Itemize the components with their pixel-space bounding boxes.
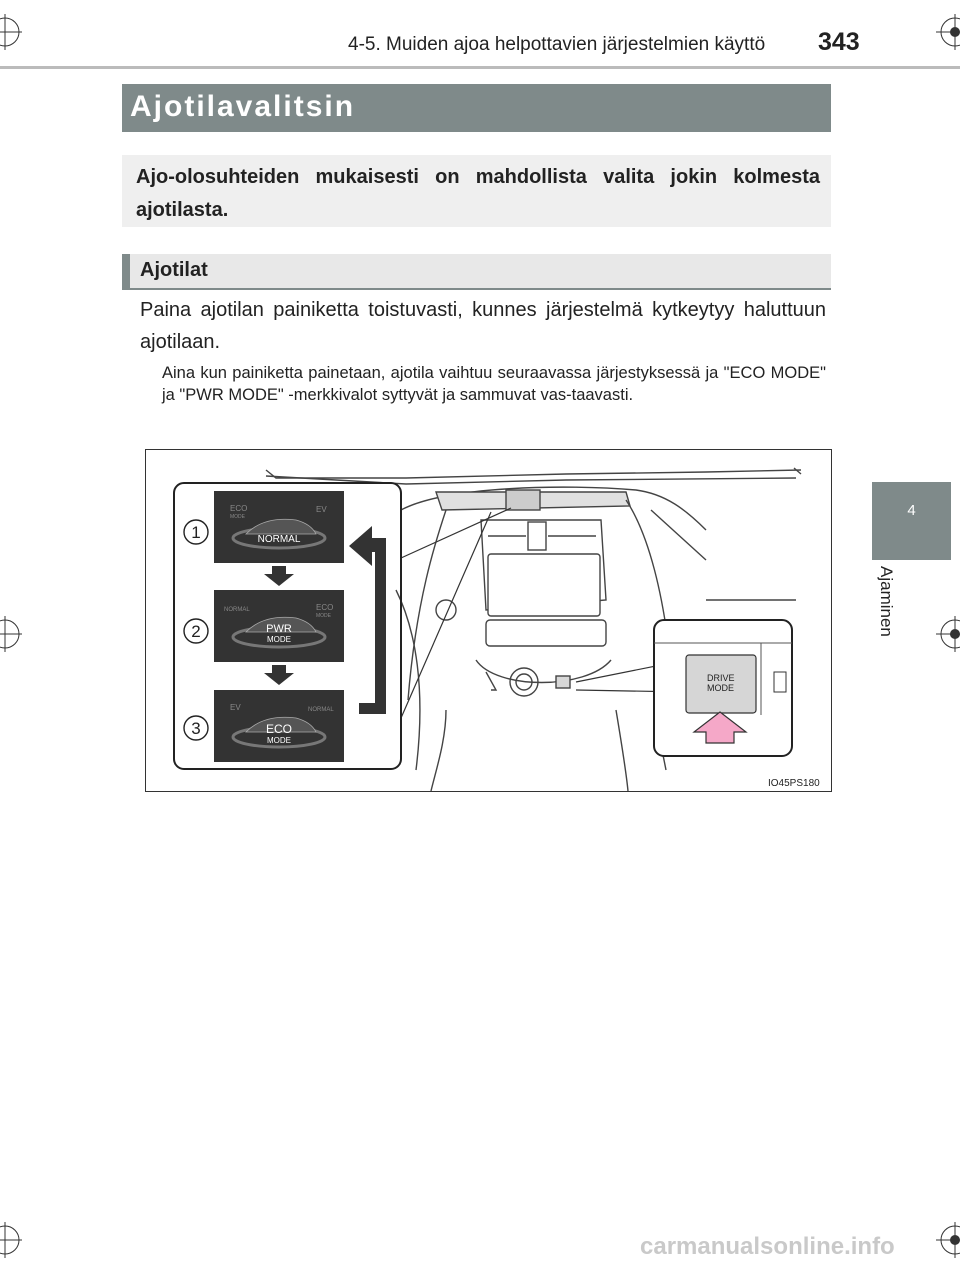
screen1-mode: MODE	[230, 514, 245, 520]
screen1-ev: EV	[316, 505, 327, 514]
screen1-eco: ECO	[230, 504, 248, 513]
callout-1-label: 1	[191, 523, 201, 542]
chapter-label: Ajaminen	[877, 566, 896, 637]
note-paragraph: Aina kun painiketta painetaan, ajotila vaihtuu seuraavassa järjestyksessä ja "ECO MODE" ja "PWR MODE" -merkkivalot syttyvät ja sammuvat vas-taavasti.	[162, 364, 826, 404]
arrow-down-icon	[264, 566, 294, 586]
figure-drive-mode	[145, 449, 832, 792]
screen3-ev: EV	[230, 703, 241, 712]
display-pwr-mode	[214, 590, 344, 662]
screen2-normal: NORMAL	[224, 607, 250, 613]
screen1-center: NORMAL	[257, 534, 301, 545]
watermark: carmanualsonline.info	[640, 1233, 895, 1260]
page-number: 343	[818, 28, 860, 56]
intro-box	[122, 155, 831, 227]
section-heading-bar	[122, 254, 831, 290]
intro-text: Ajo-olosuhteiden mukaisesti on mahdollista valita jokin kolmesta ajotilasta.	[136, 166, 820, 221]
callout-2-label: 2	[191, 622, 201, 641]
callout-2	[184, 619, 208, 643]
chapter-number: 4	[907, 502, 916, 519]
display-normal	[214, 491, 344, 563]
running-header: 4-5. Muiden ajoa helpottavien järjestelmien käyttö	[348, 34, 766, 55]
screen3-center-mode: MODE	[267, 736, 291, 745]
body-paragraph: Paina ajotilan painiketta toistuvasti, kunnes järjestelmä kytkeytyy haluttuun ajotilaan.	[140, 299, 826, 353]
callout-3-label: 3	[191, 719, 201, 738]
screen2-pwr: PWR	[266, 623, 292, 635]
cycle-arrow-icon	[349, 526, 386, 714]
screen2-pwr-mode: MODE	[267, 635, 291, 644]
drive-mode-inset	[654, 620, 792, 756]
chapter-tab	[872, 482, 951, 560]
arrow-down-icon	[264, 665, 294, 685]
callout-3	[184, 716, 208, 740]
chapter-side-label	[866, 566, 906, 656]
screen3-center-eco: ECO	[265, 722, 293, 736]
section-heading: Ajotilat	[140, 259, 208, 281]
page-title-bar	[122, 84, 831, 132]
callout-1	[184, 520, 208, 544]
screen2-mode: MODE	[316, 613, 331, 619]
section-accent	[122, 254, 130, 288]
drive-mode-button-line2: MODE	[707, 683, 734, 693]
screen3-normal: NORMAL	[308, 707, 334, 713]
header-rule	[0, 66, 960, 69]
figure-illustration	[146, 450, 831, 791]
display-eco-mode	[214, 690, 344, 762]
drive-mode-button-line1: DRIVE	[707, 673, 735, 683]
figure-code: IO45PS180	[768, 778, 820, 789]
screen2-eco: ECO	[316, 603, 334, 612]
page-title: Ajotilavalitsin	[130, 90, 356, 123]
